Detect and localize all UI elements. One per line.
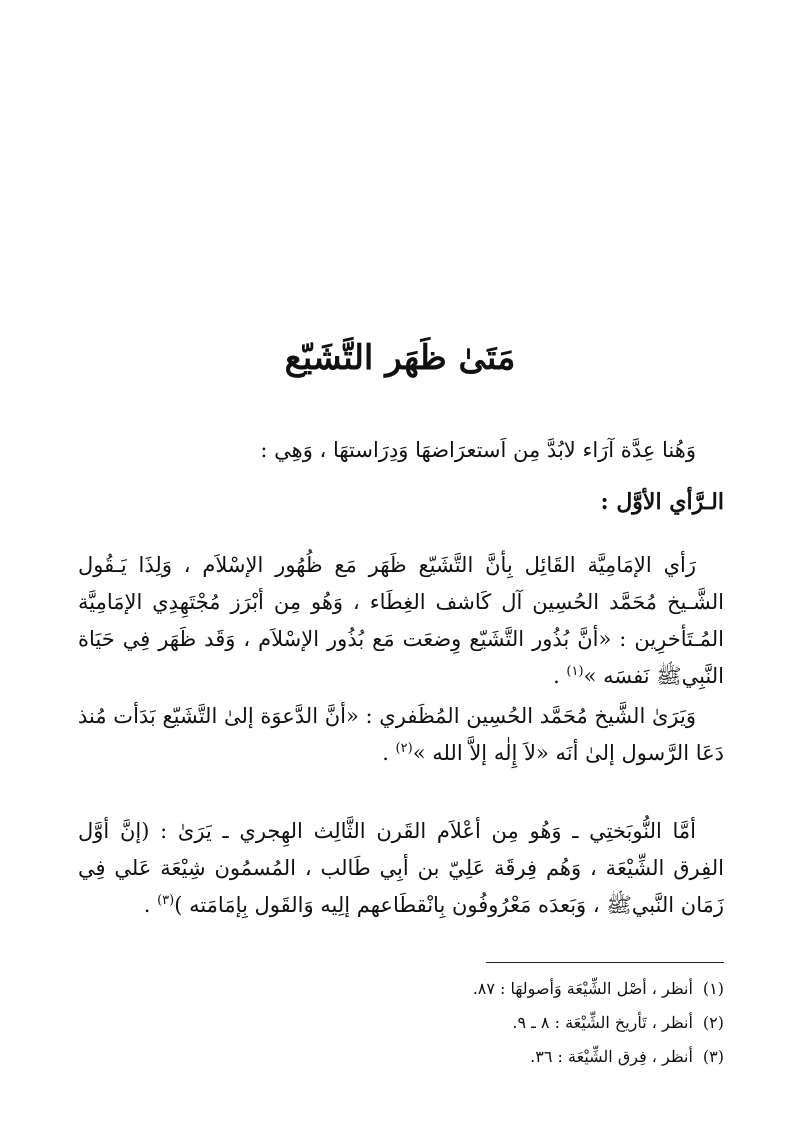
paragraph-3 [78,813,724,924]
section-heading: الـرَّأي الأوَّل : [600,489,724,515]
paragraph-2-text: وَيَرَىٰ الشَّيخ مُحَمَّد الحُسِين المُظَفري : «أنَّ الدَّعوَة إلىٰ التَّشَيّع بَدَأت مُنذ دَعَا الرَّسول إلىٰ أنَه «لاَ إِلٰه إلاَّ الله » [78,704,724,765]
paragraph-2-end: . [382,741,396,765]
footnote-item [78,1040,724,1074]
intro-line: وَهُنا عِدَّة آرَاء لابُدَّ مِن اَستعرَاضهَا وَدِرَاستهَا ، وَهِي : [260,438,696,462]
paragraph-1-text: رَأي الإمَامِيَّة القَائِل بِأنَّ التَّشَيّع ظَهَر مَع ظُهُور الإسْلاَم ، وَلِذَا يَـقُول الشَّـيخ مُحَمَّد الحُسِين آل كَاشف الغِطَاء ، وَهُو مِن أبْرَز مُجْتَهِدِي الإمَامِيَّة المُـتَأخرِين : «أنَّ بُذُور التَّشَيّع وِضعَت مَع بُذُور الإسْلاَم ، وَقَد ظَهَر فِي حَيَاة النَّبِيﷺ نَفسَه » [78,553,724,688]
footnote-number: (١) [702,979,724,998]
chapter-title: مَتَىٰ ظَهَر التَّشَيّع [284,338,516,378]
paragraph-1 [78,547,724,695]
footnote-item [78,972,724,1006]
footnote-item [78,1006,724,1040]
footnote-text: أنظر ، أصْل الشِّيْعَة وَأصولهَا : ٨٧. [472,979,693,998]
paragraph-3-text: أمَّا النُّوبَختِي ـ وَهُو مِن أعْلاَم القَرن الثَّالِث الهِجري ـ يَرَىٰ : (إنَّ أوَّل الفِرق الشِّيْعَة ، وَهُم فِرقَة عَلِيّ بن أبِي طَالب ، المُسمُون شِيْعَة عَلي فِي زَمَان النَّبيﷺ ، وَبَعدَه مَعْرُوفُون بِانْقطَاعهم إلِيه وَالقَول بِإمَامَته ) [78,819,724,917]
footnote-ref-3: (٣) [157,893,175,908]
paragraph-1-end: . [553,664,567,688]
footnote-number: (٢) [702,1013,724,1032]
footnote-number: (٣) [702,1047,724,1066]
footnote-text: أنظر ، فِرق الشِّيْعَة : ٣٦. [530,1047,693,1066]
footnote-text: أنظر ، تَأريخ الشِّيْعَة : ٨ ـ ٩. [512,1013,693,1032]
footnotes-list [78,972,724,1074]
paragraph-2 [78,698,724,772]
footnote-divider [486,962,724,963]
footnote-ref-1: (١) [566,664,584,679]
paragraph-3-end: . [143,893,158,917]
footnote-ref-2: (٢) [395,741,413,756]
